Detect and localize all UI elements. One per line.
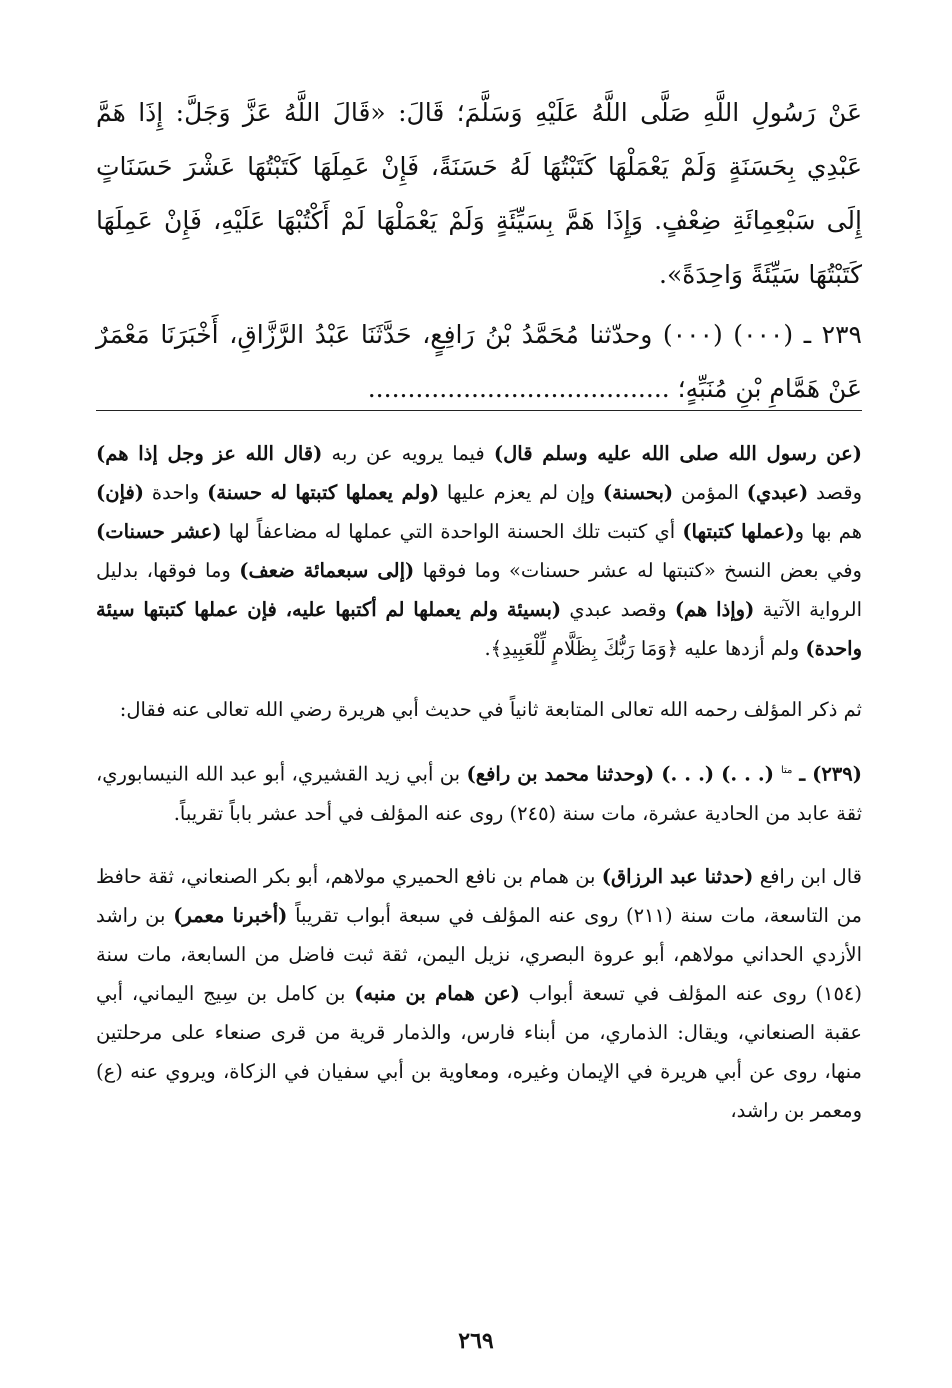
hadith-chain-paragraph: ٢٣٩ ـ (٠٠٠) (٠٠٠) وحدّثنا مُحَمَّدُ بْنُ رَافِعٍ، حَدَّثَنَا عَبْدُ الرَّزَّاقِ، أَخْبَرَنَا مَعْمَرٌ عَنْ هَمَّامِ بْنِ مُنَبِّهٍ؛ ...................................... xyxy=(96,320,862,403)
text-segment: هم بها و xyxy=(794,520,863,543)
bold-text-segment: (٢٣٩) ـ xyxy=(792,762,862,786)
text-segment: وإن لم يعزم عليها xyxy=(439,481,603,504)
commentary-paragraph-3 xyxy=(96,751,862,833)
bold-text-segment: (أخبرنا معمر) xyxy=(173,903,288,927)
text-segment: واحدة xyxy=(144,481,208,504)
bold-text-segment: (عشر حسنات) xyxy=(96,520,222,543)
text-segment: وقصد عبدي xyxy=(561,598,675,621)
bold-text-segment: (فإن) xyxy=(96,481,145,504)
bold-text-segment: (عن همام بن منبه) xyxy=(354,981,520,1005)
bold-text-segment: (إلى سبعمائة ضعف) xyxy=(239,559,415,582)
text-segment: ولم أزدها عليه ﴿وَمَا رَبُّكَ بِظَلَّامٍ لِّلْعَبِيدِ﴾. xyxy=(484,637,806,660)
commentary-paragraph-2: ثم ذكر المؤلف رحمه الله تعالى المتابعة ثانياً في حديث أبي هريرة رضي الله تعالى عنه فقال: xyxy=(119,698,862,721)
commentary-section xyxy=(96,430,862,1130)
bold-text-segment: (بحسنة) xyxy=(602,481,674,504)
text-segment: قال ابن رافع xyxy=(753,864,862,888)
bold-text-segment: (. . .) (. . .) xyxy=(654,762,781,786)
text-segment: المؤمن xyxy=(673,481,747,504)
text-segment: بن همام بن نافع الحميري مولاهم، أبو بكر الصنعاني، ثقة حافظ من التاسعة، مات سنة (٢١١) روى عنه المؤلف في سبعة أبواب تقريباً xyxy=(96,864,862,927)
hadith-paragraph: عَنْ رَسُولِ اللَّهِ صَلَّى اللَّهُ عَلَيْهِ وَسَلَّمَ؛ قَالَ: «قَالَ اللَّهُ عَزَّ وَجَلَّ: إِذَا هَمَّ عَبْدِي بِحَسَنَةٍ وَلَمْ يَعْمَلْهَا كَتَبْتُهَا لَهُ حَسَنَةً، فَإِنْ عَمِلَهَا كَتَبْتُهَا عَشْرَ حَسَنَاتٍ إِلَى سَبْعِمِائَةِ ضِعْفٍ. وَإِذَا هَمَّ بِسَيِّئَةٍ وَلَمْ يَعْمَلْهَا لَمْ أَكْتُبْهَا عَلَيْهِ، فَإِنْ عَمِلَهَا كَتَبْتُهَا سَيِّئَةً وَاحِدَةً». xyxy=(96,98,862,289)
text-segment: وقصد xyxy=(808,481,862,504)
commentary-paragraph-1 xyxy=(96,434,862,668)
text-segment: بن راشد الأزدي الحداني مولاهم، أبو عروة البصري، نزيل اليمن، ثقة ثبت فاضل من السابعة، مات سنة (١٥٤) روى عنه المؤلف في تسعة أبواب xyxy=(96,903,863,1005)
text-segment: فيما يرويه عن ربه xyxy=(322,442,494,465)
bold-text-segment: (بسيئة ولم يعملها لم أكتبها عليه، فإن عملها كتبتها سيئة واحدة) xyxy=(96,598,862,660)
bold-text-segment: (قال الله عز وجل إذا هم) xyxy=(96,442,323,465)
text-segment: وفي بعض النسخ «كتبتها له عشر حسنات» وما فوقها xyxy=(414,559,862,582)
hadith-section xyxy=(96,86,862,416)
bold-text-segment: (وإذا هم) xyxy=(674,598,755,621)
bold-text-segment: (وحدثنا محمد بن رافع) xyxy=(466,762,655,786)
page-number: ٢٦٩ xyxy=(458,1328,494,1354)
section-divider xyxy=(96,410,862,411)
bold-text-segment: (حدثنا عبد الرزاق) xyxy=(601,864,754,888)
bold-text-segment: (عملها كتبتها) xyxy=(682,520,795,543)
text-segment: أي كتبت تلك الحسنة الواحدة التي عملها له مضاعفاً لها xyxy=(221,520,683,543)
text-segment: متا xyxy=(780,765,793,776)
commentary-paragraph-4 xyxy=(96,857,862,1130)
bold-text-segment: (عن رسول الله صلى الله عليه وسلم قال) xyxy=(493,442,862,465)
bold-text-segment: (عبدي) xyxy=(746,481,809,504)
bold-text-segment: (ولم يعملها كتبتها له حسنة) xyxy=(207,481,440,504)
text-segment: وما فوقها، بدليل الرواية الآتية xyxy=(96,559,862,621)
text-segment: بن أبي زيد القشيري، أبو عبد الله النيسابوري، ثقة عابد من الحادية عشرة، مات سنة (٢٤٥) روى عنه المؤلف في أحد عشر باباً تقريباً. xyxy=(96,762,862,825)
text-segment: بن كامل بن سِيج اليماني، أبي عقبة الصنعاني، ويقال: الذماري، من أبناء فارس، والذمار قرية من قرى صنعاء على مرحلتين منها، روى عن أبي هريرة في الإيمان وغيره، ومعاوية بن أبي سفيان في الزكاة، ويروي عنه (ع) ومعمر بن راشد، xyxy=(96,981,862,1122)
